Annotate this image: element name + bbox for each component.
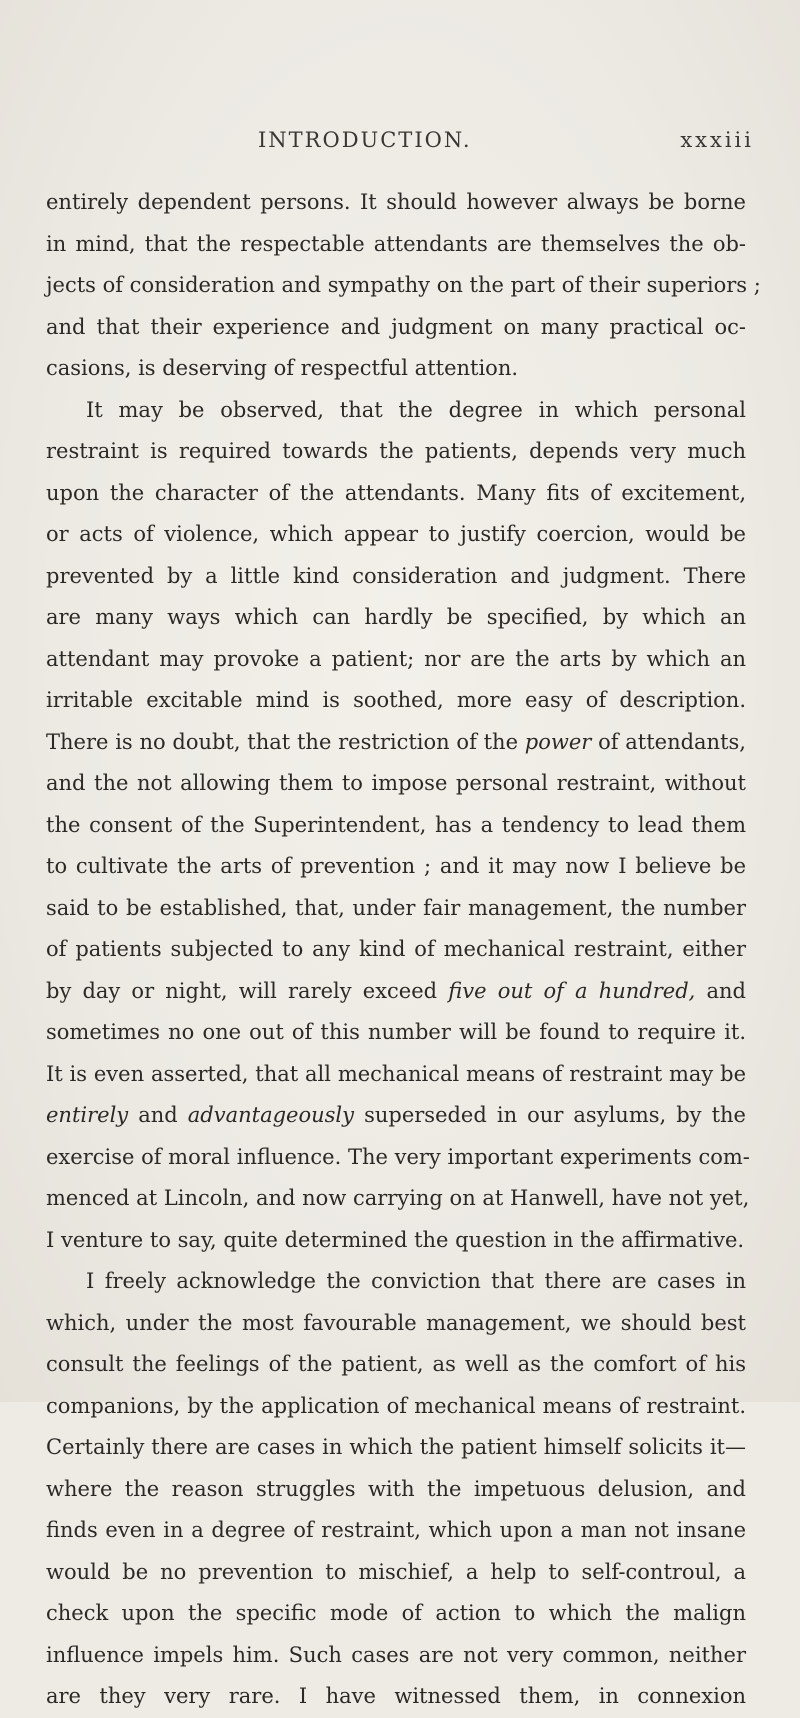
text-line: exercise of moral influence. The very important experiments com- [46, 1144, 750, 1169]
italic-text: advantageously [187, 1103, 355, 1127]
text-line: It may be observed, that the degree in which personal [86, 397, 746, 422]
text-line: check upon the specific mode of action to which the malign [46, 1601, 746, 1625]
running-head [40, 128, 760, 164]
text-line: I venture to say, quite determined the question in the affirmative. [46, 1227, 745, 1252]
text-segment: and [138, 1103, 178, 1127]
text-line [46, 722, 746, 764]
text-line: casions, is deserving of respectful attention. [46, 356, 519, 380]
text-line: entirely dependent persons. It should however always be borne [46, 190, 746, 214]
text-line: and that their experience and judgment on many practical oc- [46, 314, 746, 339]
text-line: menced at Lincoln, and now carrying on at Hanwell, have not yet, [46, 1186, 750, 1210]
text-line: finds even in a degree of restraint, which upon a man not insane [46, 1518, 746, 1542]
text-line: companions, by the application of mechanical means of restraint. [46, 1393, 746, 1418]
text-line: said to be established, that, under fair management, the number [46, 895, 746, 920]
text-line: or acts of violence, which appear to justify coercion, would be [46, 522, 746, 546]
italic-text: five out of a hundred, [448, 978, 696, 1003]
italic-text: entirely [46, 1103, 129, 1127]
text-line: would be no prevention to mischief, a help to self-controul, a [46, 1559, 746, 1584]
text-line: attendant may provoke a patient; nor are the arts by which an [46, 646, 746, 671]
text-line: to cultivate the arts of prevention ; and it may now I believe be [46, 854, 746, 878]
text-segment: and [706, 978, 746, 1003]
italic-text: power [524, 729, 592, 754]
text-line: are they very rare. I have witnessed them, in connexion [46, 1684, 746, 1708]
page-number: xxxiii [680, 128, 754, 152]
text-line: sometimes no one out of this number will be found to require it. [46, 1020, 746, 1044]
text-line: It is even asserted, that all mechanical means of restraint may be [46, 1061, 746, 1086]
text-line [46, 971, 746, 1013]
text-line: which, under the most favourable management, we should best [46, 1310, 746, 1335]
text-segment: There is no doubt, that the restriction of the [46, 729, 518, 754]
text-segment: by day or night, will rarely exceed [46, 978, 438, 1003]
text-line: Certainly there are cases in which the patient himself solicits it— [46, 1435, 746, 1459]
text-segment: superseded in our asylums, by the [364, 1103, 746, 1127]
text-line: the consent of the Superintendent, has a tendency to lead them [46, 812, 746, 837]
text-line: I freely acknowledge the conviction that there are cases in [86, 1269, 746, 1293]
text-line: are many ways which can hardly be specified, by which an [46, 605, 746, 629]
text-line: irritable excitable mind is soothed, more easy of description. [46, 688, 746, 712]
text-line: jects of consideration and sympathy on the part of their superiors ; [46, 273, 761, 297]
text-segment: of attendants, [598, 729, 746, 754]
text-line: in mind, that the respectable attendants are themselves the ob- [46, 231, 746, 256]
text-line: restraint is required towards the patients, depends very much [46, 439, 746, 463]
body-text [46, 182, 761, 1718]
text-line: influence impels him. Such cases are not very common, neither [46, 1642, 746, 1667]
text-line: consult the feelings of the patient, as well as the comfort of his [46, 1352, 746, 1376]
text-line [46, 1095, 746, 1137]
text-line: upon the character of the attendants. Many fits of excitement, [46, 480, 746, 505]
text-line: where the reason struggles with the impetuous delusion, and [46, 1476, 746, 1501]
running-head-title: INTRODUCTION. [258, 128, 472, 152]
text-line: of patients subjected to any kind of mechanical restraint, either [46, 937, 746, 961]
text-line: prevented by a little kind consideration and judgment. There [46, 563, 746, 588]
text-line: and the not allowing them to impose personal restraint, without [46, 771, 746, 795]
